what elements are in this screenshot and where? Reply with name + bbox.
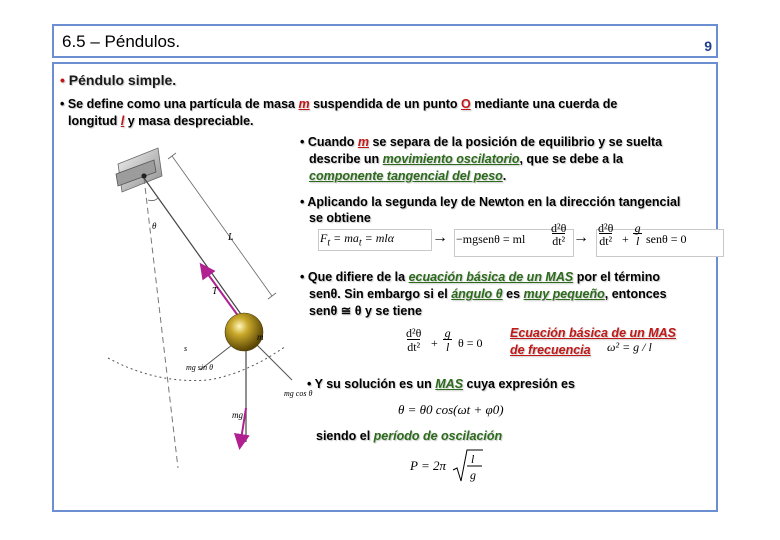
omega-formula: ω² = g / l [607, 340, 652, 354]
para5-line: siendo el período de oscilación [316, 429, 503, 443]
pivot-mount [116, 148, 162, 192]
mg-label: mg [232, 410, 243, 420]
mas-label-line1: Ecuación básica de un MAS [510, 326, 677, 340]
svg-text:l: l [471, 452, 475, 466]
bullet-icon: • [60, 72, 65, 88]
para2-line1: • Aplicando la segunda ley de Newton en la dirección tangencial [300, 195, 681, 209]
para2-line2: se obtiene [309, 211, 371, 225]
section-heading [60, 72, 176, 88]
para1-line1: • Cuando m se separa de la posición de equilibrio y se suelta [300, 135, 663, 149]
arc-label: s [184, 344, 188, 353]
pendulum-figure [96, 128, 316, 508]
angle-arc [148, 198, 158, 201]
vertical-dashed-line [144, 178, 178, 468]
definition-line1: • Se define como una partícula de masa m suspendida de un punto O mediante una cuerda de [60, 97, 618, 111]
mg-sin-label: mg sin θ [186, 363, 214, 372]
mass-label: m [257, 332, 264, 342]
solution-equation: θ = θ0 cos(ωt + φ0) [398, 402, 504, 417]
theta-label: θ [152, 221, 157, 231]
sqrt-icon [452, 448, 484, 484]
para1-line3: componente tangencial del peso. [309, 169, 507, 183]
page-number: 9 [704, 38, 712, 54]
slide-title: 6.5 – Péndulos. [62, 32, 181, 51]
para3-line2: senθ. Sin embargo si el ángulo θ es muy pequeño, entonces [309, 287, 667, 301]
section-title: Péndulo simple. [68, 72, 177, 88]
mas-label-line2: de frecuencia [510, 343, 591, 357]
title-box [52, 24, 718, 58]
string-line [144, 178, 248, 324]
para3-line3: senθ ≅ θ y se tiene [309, 304, 422, 318]
tension-label: T [212, 286, 218, 297]
length-dimension-line [172, 156, 272, 296]
svg-text:g: g [470, 468, 476, 482]
para4-line: • Y su solución es un MAS cuya expresión es [307, 377, 575, 391]
para1-line2: describe un movimiento oscilatorio, que se debe a la [309, 152, 623, 166]
mg-cos-label: mg cos θ [284, 389, 313, 398]
length-label: L [228, 232, 234, 243]
para3-line1: • Que difiere de la ecuación básica de un MAS por el término [300, 270, 661, 284]
definition-line2: longitud l y masa despreciable. [68, 114, 254, 128]
